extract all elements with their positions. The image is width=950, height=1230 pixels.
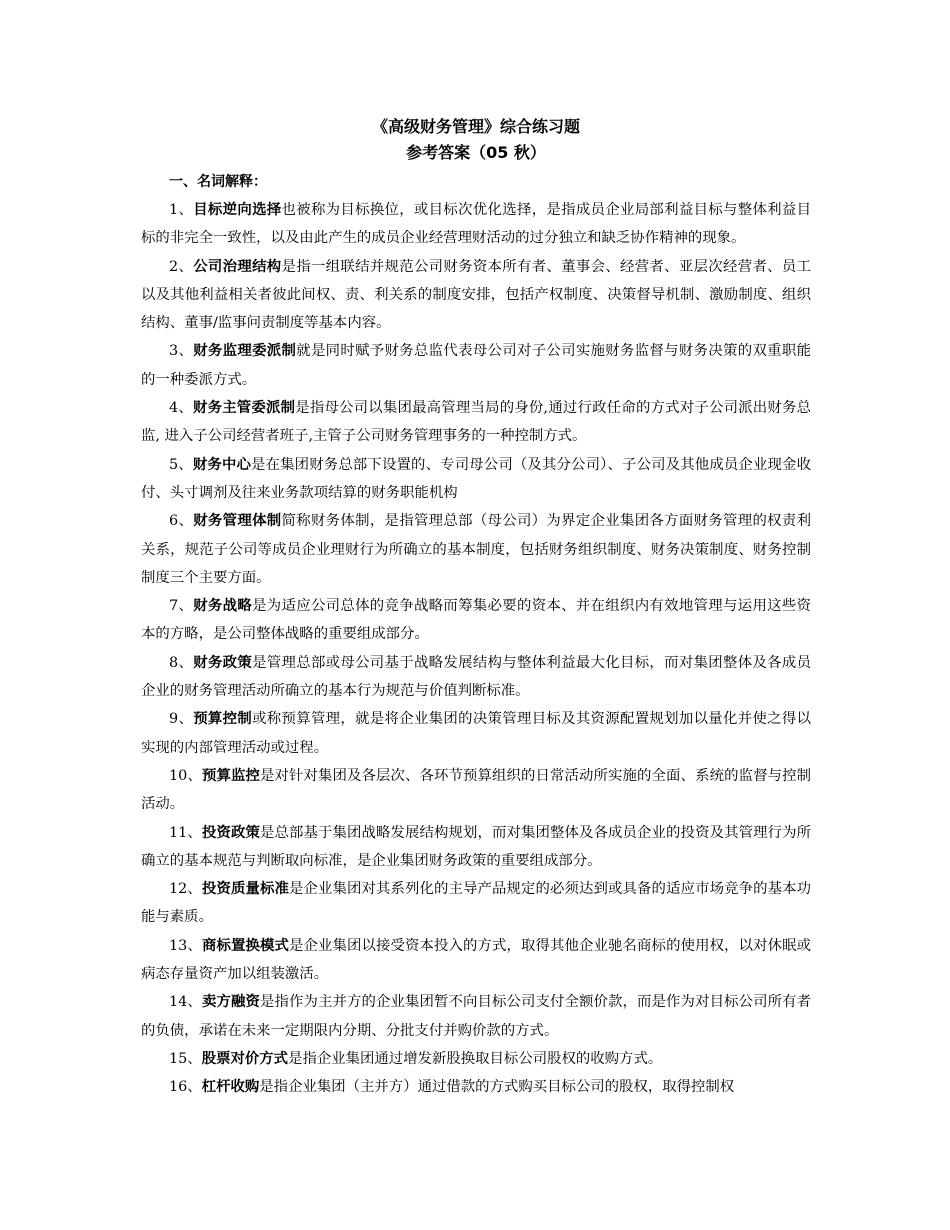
item-definition: 是指作为主并方的企业集团暂不向目标公司支付全额价款，而是作为对目标公司所有者的负债，承诺在未来一定期限内分期、分批支付并购价款的方式。	[141, 994, 811, 1039]
item-term: 财务中心	[192, 456, 252, 473]
item-definition: 是指企业集团（主并方）通过借款的方式购买目标公司的股权，取得控制权	[259, 1079, 735, 1096]
item-number: 8、	[169, 654, 194, 671]
item-number: 15、	[169, 1050, 202, 1067]
item-term: 预算监控	[201, 767, 260, 784]
item-number: 4、	[169, 400, 193, 417]
item-term: 股票对价方式	[201, 1050, 289, 1067]
definition-item	[141, 337, 811, 394]
item-number: 9、	[169, 711, 194, 728]
item-number: 7、	[169, 598, 194, 615]
definition-item	[141, 875, 811, 932]
definition-item	[141, 649, 811, 706]
item-definition: 是总部基于集团战略发展结构规划，而对集团整体及各成员企业的投资及其管理行为所确立的基本规范与判断取向标准，是企业集团财务政策的重要组成部分。	[141, 824, 811, 869]
item-definition: 或称预算管理，就是将企业集团的决策管理目标及其资源配置规划加以量化并使之得以实现的内部管理活动或过程。	[141, 711, 811, 756]
item-definition: 是指母公司以集团最高管理当局的身份,通过行政任命的方式对子公司派出财务总监, 进入子公司经营者班子,主管子公司财务管理事务的一种控制方式。	[141, 400, 812, 445]
definition-item	[141, 1045, 811, 1073]
item-number: 16、	[169, 1079, 202, 1096]
item-term: 预算控制	[193, 711, 253, 728]
definition-item	[141, 196, 811, 253]
item-definition: 是在集团财务总部下设置的、专司母公司（及其分公司）、子公司及其他成员企业现金收付、头寸调剂及往来业务款项结算的财务职能机构	[141, 456, 811, 501]
item-number: 2、	[169, 258, 194, 275]
definition-item	[141, 705, 811, 762]
item-number: 10、	[169, 767, 202, 784]
item-definition: 简称财务体制，是指管理总部（母公司）为界定企业集团各方面财务管理的权责利关系，规范子公司等成员企业理财行为所确立的基本制度，包括财务组织制度、财务决策制度、财务控制制度三个主要方面。	[141, 513, 811, 586]
item-number: 14、	[169, 994, 202, 1011]
item-term: 财务政策	[193, 654, 253, 671]
definition-item	[141, 762, 811, 819]
item-term: 杠杆收购	[201, 1079, 260, 1096]
item-number: 3、	[169, 343, 194, 360]
item-definition: 是企业集团对其系列化的主导产品规定的必须达到或具备的适应市场竞争的基本功能与素质。	[141, 881, 811, 926]
item-definition: 是企业集团以接受资本投入的方式，取得其他企业驰名商标的使用权，以对休眠或病态存量资产加以组装激活。	[141, 937, 811, 983]
definition-list	[141, 196, 811, 1102]
item-number: 1、	[169, 202, 194, 218]
item-term: 投资质量标准	[201, 881, 289, 898]
item-number: 12、	[169, 881, 202, 898]
item-term: 财务战略	[193, 598, 253, 615]
definition-item	[141, 394, 811, 451]
item-number: 11、	[169, 824, 202, 841]
item-term: 商标置换模式	[201, 937, 289, 954]
definition-item	[141, 507, 811, 592]
item-definition: 是为适应公司总体的竞争战略而筹集必要的资本、并在组织内有效地管理与运用这些资本的方略，是公司整体战略的重要组成部分。	[141, 598, 811, 643]
definition-item	[141, 253, 811, 338]
item-term: 目标逆向选择	[193, 202, 282, 218]
item-term: 投资政策	[201, 824, 260, 841]
item-number: 6、	[169, 513, 194, 530]
item-definition: 是指企业集团通过增发新股换取目标公司股权的收购方式。	[288, 1050, 663, 1067]
item-term: 财务主管委派制	[192, 400, 296, 417]
definition-item	[141, 932, 811, 989]
item-term: 财务管理体制	[193, 513, 282, 530]
definition-item	[141, 1073, 811, 1101]
definition-item	[141, 988, 811, 1045]
section-heading: 一、名词解释：	[169, 174, 267, 190]
item-term: 财务监理委派制	[193, 343, 297, 360]
item-definition: 就是同时赋予财务总监代表母公司对子公司实施财务监督与财务决策的双重职能的一种委派方式。	[141, 343, 811, 388]
definition-item	[141, 592, 811, 649]
item-definition: 是管理总部或母公司基于战略发展结构与整体利益最大化目标，而对集团整体及各成员企业的财务管理活动所确立的基本行为规范与价值判断标准。	[141, 654, 811, 700]
item-number: 5、	[169, 456, 193, 473]
document-subtitle: 参考答案（05 秋）	[406, 143, 546, 162]
item-term: 公司治理结构	[193, 258, 282, 275]
item-definition: 也被称为目标换位，或目标次优化选择，是指成员企业局部利益目标与整体利益目标的非完全一致性，以及由此产生的成员企业经营理财活动的过分独立和缺乏协作精神的现象。	[141, 202, 811, 247]
definition-item	[141, 819, 811, 876]
item-definition: 是对针对集团及各层次、各环节预算组织的日常活动所实施的全面、系统的监督与控制活动。	[141, 767, 811, 813]
item-definition: 是指一组联结并规范公司财务资本所有者、董事会、经营者、亚层次经营者、员工以及其他利益相关者彼此间权、责、利关系的制度安排，包括产权制度、决策督导机制、激励制度、组织结构、董事/监事问责制度等基本内容。	[141, 258, 811, 332]
definition-item	[141, 451, 811, 508]
document-page	[141, 114, 811, 1102]
item-number: 13、	[169, 937, 202, 954]
item-term: 卖方融资	[201, 994, 260, 1011]
document-title: 《高级财务管理》综合练习题	[371, 117, 580, 136]
